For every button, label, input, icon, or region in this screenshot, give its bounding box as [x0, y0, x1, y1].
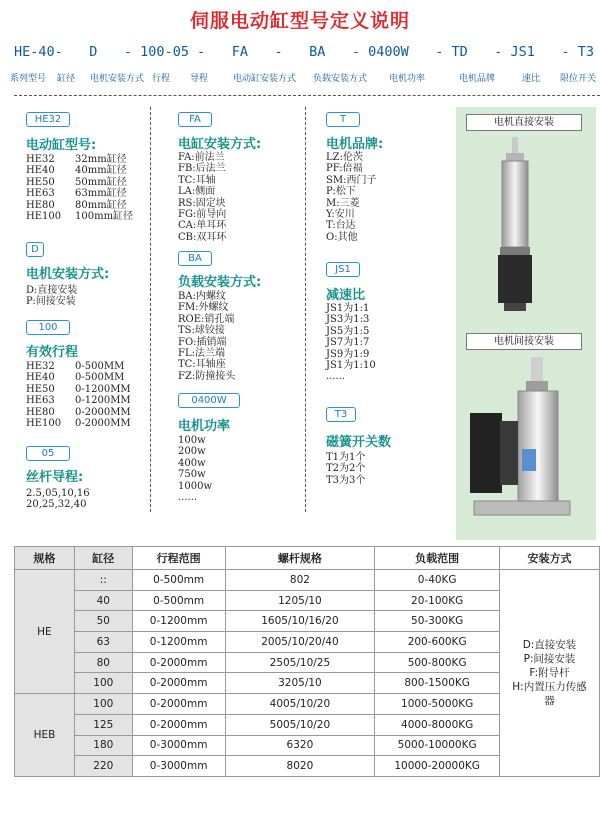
page-title: 伺服电动缸型号定义说明 — [189, 10, 410, 32]
model-code — [14, 44, 594, 60]
table-cell: 0-1200mm — [132, 611, 225, 632]
table-cell: 125 — [74, 714, 132, 735]
table-row — [15, 570, 600, 591]
tag-ba: BA — [178, 251, 212, 266]
header-cell: 螺杆规格 — [225, 547, 375, 570]
divider — [150, 107, 151, 512]
list-lead — [26, 488, 90, 511]
table-cell: 0-2000mm — [132, 694, 225, 715]
list-item: 2.5,05,10,16 — [26, 488, 90, 499]
list-item: CA:单耳环 — [178, 220, 227, 232]
list-item: 400w — [178, 457, 206, 469]
list-item: Y:安川 — [326, 209, 355, 221]
list-item: HE40 0-500MM — [26, 372, 125, 384]
heading-load-mount: 负载安装方式: — [178, 275, 262, 290]
tag-d: D — [26, 242, 44, 257]
list-item: SM:西门子 — [326, 174, 377, 186]
list-stroke — [26, 361, 131, 429]
list-item: 200w — [178, 446, 206, 458]
table-cell: 50-300KG — [375, 611, 500, 632]
list-item: HE32 0-500MM — [26, 361, 125, 372]
list-item: FO:插销端 — [178, 336, 227, 348]
code-label: 电机安装方式 — [90, 74, 145, 84]
table-cell: 5000-10000KG — [375, 735, 500, 756]
table-cell: 0-500mm — [132, 590, 225, 611]
tag-js1: JS1 — [326, 262, 360, 277]
list-motor-mount — [26, 285, 77, 308]
list-ratio — [326, 303, 376, 383]
list-item: FG:前导向 — [178, 209, 227, 221]
heading-cylinder-model: 电动缸型号: — [26, 138, 97, 153]
code-label: 系列型号 — [10, 74, 47, 84]
list-item: JS7为1:7 — [326, 337, 370, 349]
list-item: TS:球铰接 — [178, 325, 225, 337]
heading-motor-mount: 电机安装方式: — [26, 267, 110, 282]
heading-stroke: 有效行程 — [26, 345, 79, 360]
spec-table — [14, 546, 600, 777]
list-item: FZ:防撞接头 — [178, 370, 236, 382]
code-seg: D — [89, 44, 98, 60]
code-seg: BA — [309, 44, 326, 60]
code-label: 行程 — [152, 74, 171, 84]
heading-cylinder-mount: 电缸安装方式: — [178, 137, 262, 152]
list-item: HE63 0-1200MM — [26, 395, 131, 407]
tag-100: 100 — [26, 320, 70, 335]
list-item: 1000w — [178, 480, 213, 492]
table-cell: 800-1500KG — [375, 673, 500, 694]
list-item: HE50 0-1200MM — [26, 383, 131, 395]
group-cell: HEB — [15, 694, 75, 777]
label-indirect-mount: 电机间接安装 — [466, 333, 582, 350]
label-direct-mount: 电机直接安装 — [466, 114, 582, 131]
code-label: 限位开关 — [560, 74, 597, 84]
list-item: T:台达 — [326, 220, 356, 232]
list-item: BA:内螺纹 — [178, 291, 226, 302]
table-cell: :: — [74, 570, 132, 591]
list-item: HE32 32mm缸径 — [26, 154, 127, 165]
table-cell: 3205/10 — [225, 673, 375, 694]
list-item: HE50 50mm缸径 — [26, 176, 127, 188]
heading-motor-power: 电机功率 — [178, 419, 231, 434]
list-item: D:直接安装 — [26, 285, 78, 296]
list-item: FM:外螺纹 — [178, 302, 229, 314]
list-item: P:松下 — [326, 186, 356, 198]
code-seg: - 0400W — [351, 44, 409, 60]
list-item: FA:前法兰 — [178, 152, 225, 163]
table-cell: 5005/10/20 — [225, 714, 375, 735]
table-cell: 0-2000mm — [132, 652, 225, 673]
heading-ratio: 减速比 — [326, 288, 366, 303]
list-item: ROE:销孔端 — [178, 313, 235, 325]
code-label: 电机品牌 — [459, 74, 496, 84]
list-item: HE63 63mm缸径 — [26, 188, 127, 200]
code-seg: - T3 — [561, 44, 594, 60]
list-item: CB:双耳环 — [178, 231, 227, 243]
direct-mount-actuator-image — [456, 131, 596, 331]
tag-0400w: 0400W — [178, 393, 240, 408]
list-item: TC:耳轴 — [178, 174, 216, 186]
list-item: JS5为1:5 — [326, 325, 370, 337]
list-cylinder-model — [26, 154, 133, 222]
header-cell: 安装方式 — [500, 547, 600, 570]
table-cell: 8020 — [225, 756, 375, 777]
tag-t3: T3 — [326, 407, 356, 422]
table-header-row — [15, 547, 600, 570]
list-item: FB:后法兰 — [178, 163, 226, 175]
divider — [14, 95, 600, 96]
table-cell: 20-100KG — [375, 590, 500, 611]
table-cell: 0-500mm — [132, 570, 225, 591]
product-image-panel — [456, 107, 596, 540]
table-cell: 100 — [74, 673, 132, 694]
list-item: FL:法兰端 — [178, 348, 225, 360]
table-cell: 1000-5000KG — [375, 694, 500, 715]
list-item: M:三菱 — [326, 197, 360, 209]
code-seg: - 100-05 - — [123, 44, 206, 60]
table-cell: 0-1200mm — [132, 632, 225, 653]
heading-switch-count: 磁簧开关数 — [326, 435, 392, 450]
list-item: P:间接安装 — [26, 296, 76, 308]
code-label: 缸径 — [57, 74, 76, 84]
list-item: HE40 40mm缸径 — [26, 165, 127, 177]
table-cell: 4005/10/20 — [225, 694, 375, 715]
list-item: JS1为1:10 — [326, 360, 376, 372]
code-label: 电机功率 — [389, 74, 426, 84]
table-cell: 180 — [74, 735, 132, 756]
code-seg: - JS1 — [494, 44, 535, 60]
code-label: 速比 — [522, 74, 541, 84]
install-methods-cell: D:直接安装 P:间接安装 F:附导杆 H:内置压力传感器 — [500, 570, 600, 777]
header-cell: 行程范围 — [132, 547, 225, 570]
code-seg: - — [274, 44, 283, 60]
code-label: 负载安装方式 — [313, 74, 368, 84]
code-seg: - TD — [435, 44, 468, 60]
table-cell: 802 — [225, 570, 375, 591]
list-item: LA:侧面 — [178, 186, 216, 198]
table-cell: 0-3000mm — [132, 756, 225, 777]
code-label: 导程 — [190, 74, 209, 84]
list-item: T2为2个 — [326, 463, 366, 475]
table-cell: 10000-20000KG — [375, 756, 500, 777]
code-seg: FA — [231, 44, 248, 60]
list-item: ...... — [326, 371, 346, 383]
list-item: JS1为1:1 — [326, 303, 370, 314]
table-cell: 0-40KG — [375, 570, 500, 591]
list-item: RS:固定块 — [178, 197, 226, 209]
code-label: 电动缸安装方式 — [233, 74, 297, 84]
heading-motor-brand: 电机品牌: — [326, 137, 384, 152]
table-cell: 1605/10/16/20 — [225, 611, 375, 632]
table-cell: 80 — [74, 652, 132, 673]
header-cell: 缸径 — [74, 547, 132, 570]
header-cell: 负载范围 — [375, 547, 500, 570]
list-item: HE100 100mm缸径 — [26, 211, 134, 223]
tag-05: 05 — [26, 446, 70, 461]
heading-lead: 丝杆导程: — [26, 470, 84, 485]
table-cell: 2505/10/25 — [225, 652, 375, 673]
list-item: HE100 0-2000MM — [26, 418, 131, 430]
list-item: PF:倍福 — [326, 163, 363, 175]
indirect-mount-actuator-image — [456, 353, 596, 533]
table-cell: 4000-8000KG — [375, 714, 500, 735]
table-cell: 2005/10/20/40 — [225, 632, 375, 653]
list-item: LZ:伦茨 — [326, 152, 363, 163]
table-cell: 200-600KG — [375, 632, 500, 653]
tag-fa: FA — [178, 112, 212, 127]
list-item: HE80 80mm缸径 — [26, 199, 127, 211]
list-switch-count — [326, 452, 365, 486]
list-item: 100w — [178, 435, 206, 446]
list-motor-power — [178, 435, 212, 503]
table-cell: 500-800KG — [375, 652, 500, 673]
list-load-mount — [178, 291, 235, 382]
list-item: JS9为1:9 — [326, 348, 370, 360]
divider — [305, 107, 306, 512]
table-cell: 0-3000mm — [132, 735, 225, 756]
tag-he32: HE32 — [26, 112, 70, 127]
group-cell: HE — [15, 570, 75, 694]
list-item: ...... — [178, 492, 198, 504]
table-cell: 0-2000mm — [132, 714, 225, 735]
table-cell: 40 — [74, 590, 132, 611]
list-cylinder-mount — [178, 152, 226, 243]
table-cell: 220 — [74, 756, 132, 777]
table-cell: 63 — [74, 632, 132, 653]
table-cell: 0-2000mm — [132, 673, 225, 694]
list-item: 20,25,32,40 — [26, 499, 87, 511]
list-item: T1为1个 — [326, 452, 366, 463]
table-cell: 6320 — [225, 735, 375, 756]
table-cell: 1205/10 — [225, 590, 375, 611]
list-item: O:其他 — [326, 231, 358, 243]
table-cell: 50 — [74, 611, 132, 632]
header-cell: 规格 — [15, 547, 75, 570]
list-item: 750w — [178, 469, 206, 481]
list-motor-brand — [326, 152, 376, 243]
tag-t: T — [326, 112, 360, 127]
table-cell: 100 — [74, 694, 132, 715]
code-seg: HE-40- — [14, 44, 63, 60]
list-item: HE80 0-2000MM — [26, 406, 131, 418]
list-item: T3为3个 — [326, 474, 366, 486]
list-item: JS3为1:3 — [326, 314, 370, 326]
list-item: TC:耳轴座 — [178, 359, 226, 371]
